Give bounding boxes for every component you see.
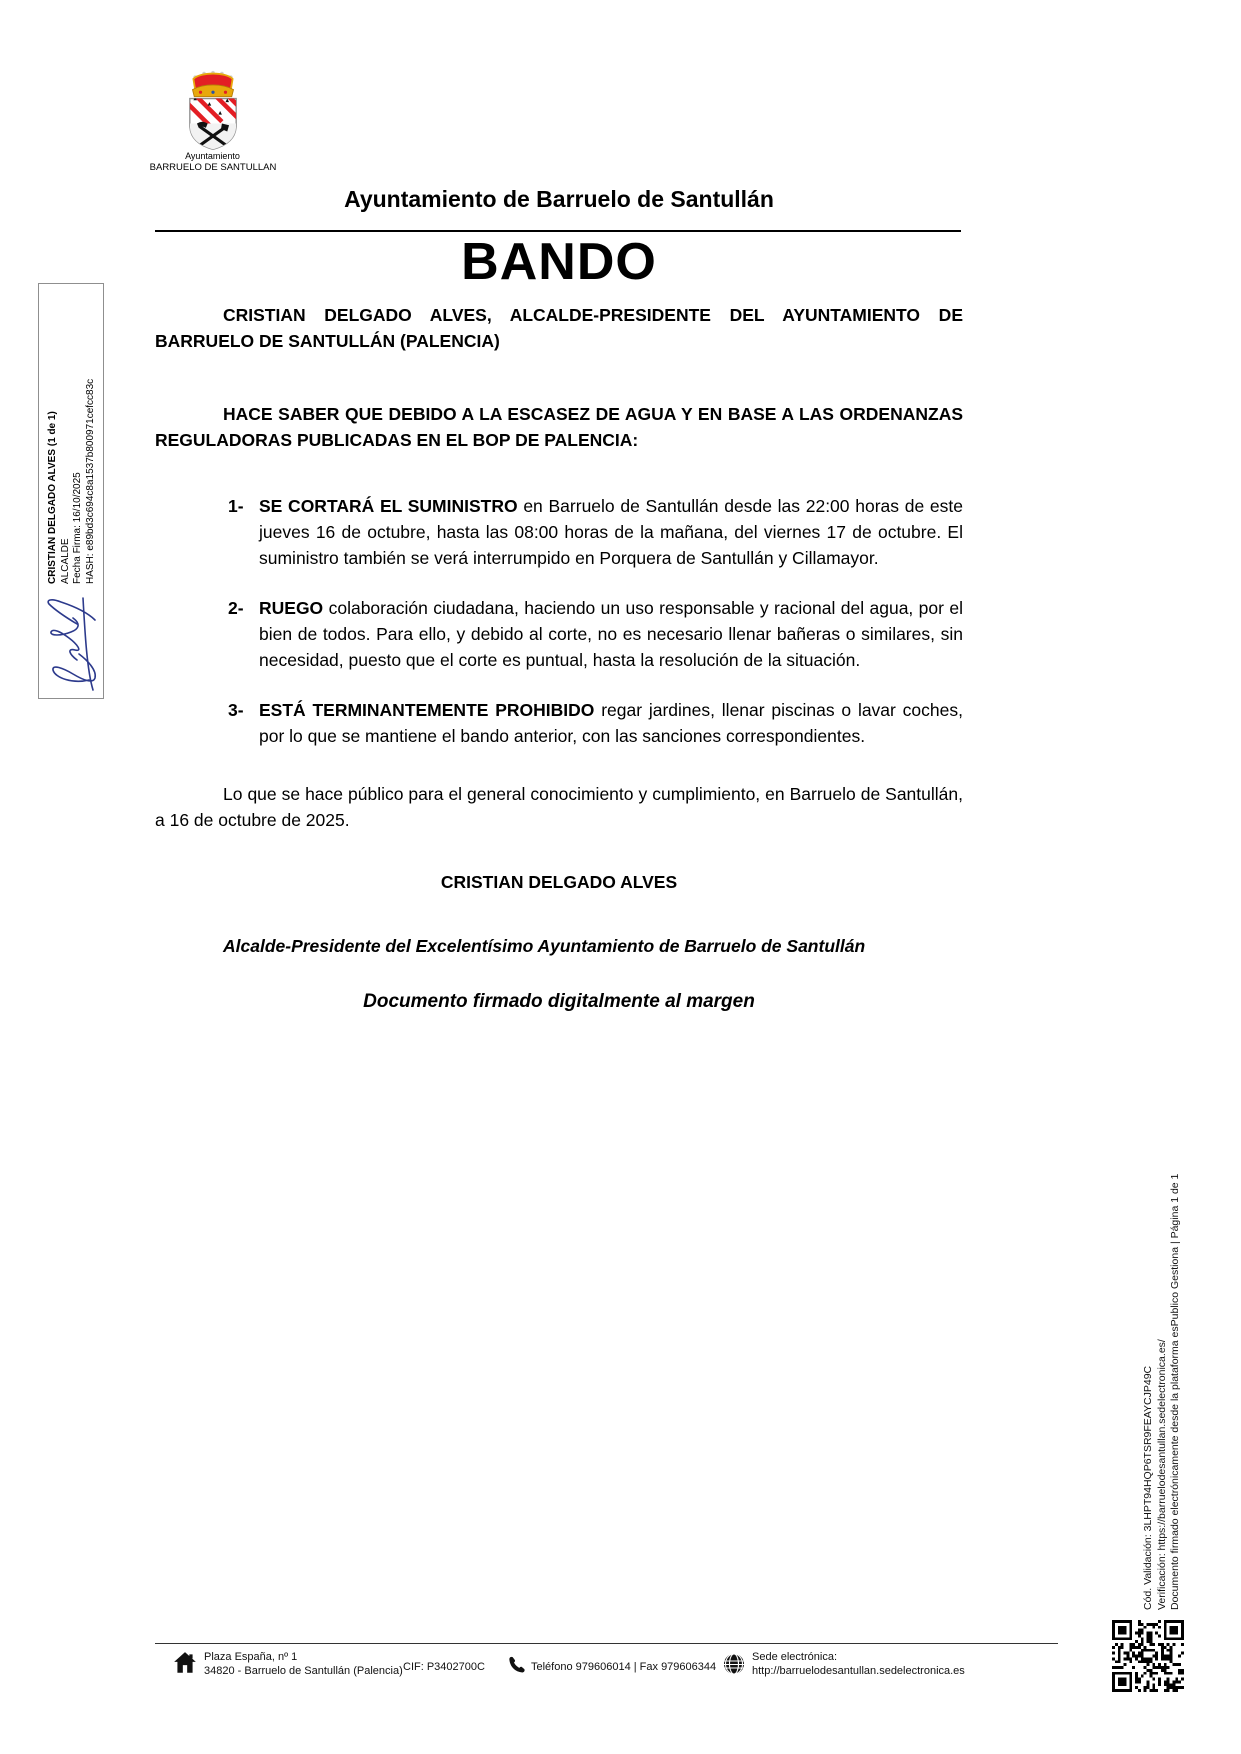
signature-strip (39, 284, 105, 700)
validation-url: Verificación: https://barruelodesantullan.sedelectronica.es/ (1155, 1339, 1168, 1610)
saber-paragraph: HACE SABER QUE DEBIDO A LA ESCASEZ DE AGUA Y EN BASE A LAS ORDENANZAS REGULADORAS PUBLICADAS EN EL BOP DE PALENCIA: (155, 404, 963, 450)
item-text (259, 595, 963, 673)
address-line2: 34820 - Barruelo de Santullán (Palencia) (204, 1665, 403, 1677)
intro-paragraph: CRISTIAN DELGADO ALVES, ALCALDE-PRESIDENTE DEL AYUNTAMIENTO DE BARRUELO DE SANTULLÁN (PALENCIA) (155, 305, 963, 351)
footer-phone: Teléfono 979606014 | Fax 979606344 (531, 1661, 717, 1673)
organization-title: Ayuntamiento de Barruelo de Santullán (344, 186, 774, 212)
list-item (228, 697, 963, 749)
house-icon (172, 1650, 198, 1676)
item-rest: regar jardines, llenar piscinas o lavar coches, por lo que se mantiene el bando anterior, con las sanciones correspondientes. (259, 700, 963, 746)
validation-sidebar (1142, 962, 1184, 1610)
signature-metadata (47, 379, 97, 584)
item-number: 3- (228, 700, 244, 720)
closing-paragraph: Lo que se hace público para el general conocimiento y cumplimiento, en Barruelo de Santullán, a 16 de octubre de 2025. (155, 784, 963, 830)
document-body (155, 302, 963, 1015)
item-lead: RUEGO (259, 598, 324, 618)
signer-title: Alcalde-Presidente del Excelentísimo Ayuntamiento de Barruelo de Santullán (223, 936, 866, 956)
item-lead: ESTÁ TERMINANTEMENTE PROHIBIDO (259, 700, 595, 720)
decree-list (228, 493, 963, 749)
footer-divider (155, 1643, 1058, 1644)
document-title: BANDO (461, 233, 657, 291)
list-item (228, 493, 963, 571)
handwritten-signature (43, 594, 101, 694)
shield (184, 90, 248, 151)
globe-icon (722, 1652, 746, 1676)
signature-date: Fecha Firma: 16/10/2025 (72, 472, 83, 584)
item-rest: en Barruelo de Santullán desde las 22:00 horas de este jueves 16 de octubre, hasta las 08:00 horas de la mañana, del viernes 17 de octubre. El suministro también se verá interrumpido en Porquera de Santullán y Cillamayor. (259, 496, 963, 568)
item-number: 1- (228, 496, 244, 516)
validation-code: Cód. Validación: 3LHPT94HQP6TSR9FEAYCJP49C (1142, 1365, 1154, 1610)
signer-name: CRISTIAN DELGADO ALVES (440, 872, 678, 892)
logo-caption-small: Ayuntamiento (185, 151, 240, 161)
item-number: 2- (228, 598, 244, 618)
digital-signature-sidebar (38, 283, 104, 699)
item-text (259, 493, 963, 571)
qr-code (1112, 1620, 1184, 1692)
item-rest: colaboración ciudadana, haciendo un uso responsable y racional del agua, por el bien de todos. Para ello, y debido al corte, no es necesario llenar bañeras o similares, sin necesidad, puesto que el corte es puntual, hasta la resolución de la situación. (259, 598, 963, 670)
list-item (228, 595, 963, 673)
coat-of-arms-logo (168, 70, 258, 152)
item-lead: SE CORTARÁ EL SUMINISTRO (259, 496, 518, 516)
item-text (259, 697, 963, 749)
footer-address (204, 1650, 403, 1678)
footer-cif: CIF: P3402700C (403, 1661, 485, 1673)
phone-icon (506, 1655, 526, 1675)
signer-role-side: ALCALDE (59, 538, 71, 584)
crown-icon (193, 71, 234, 97)
footer-sede (752, 1650, 965, 1678)
logo-caption-name: BARRUELO DE SANTULLAN (149, 162, 277, 173)
sede-label: Sede electrónica: (752, 1651, 837, 1663)
sede-url: http://barruelodesantullan.sedelectronica.es (752, 1665, 965, 1677)
address-line1: Plaza España, nº 1 (204, 1651, 298, 1663)
signature-hash: HASH: e89bd3c694c8a1537b800971cefcc83c (84, 378, 96, 584)
digital-signature-note: Documento firmado digitalmente al margen (363, 991, 755, 1012)
validation-platform: Documento firmado electrónicamente desde la plataforma esPublico Gestiona | Página 1 de 1 (1169, 1173, 1181, 1610)
signer-name-side: CRISTIAN DELGADO ALVES (1 de 1) (47, 411, 58, 584)
